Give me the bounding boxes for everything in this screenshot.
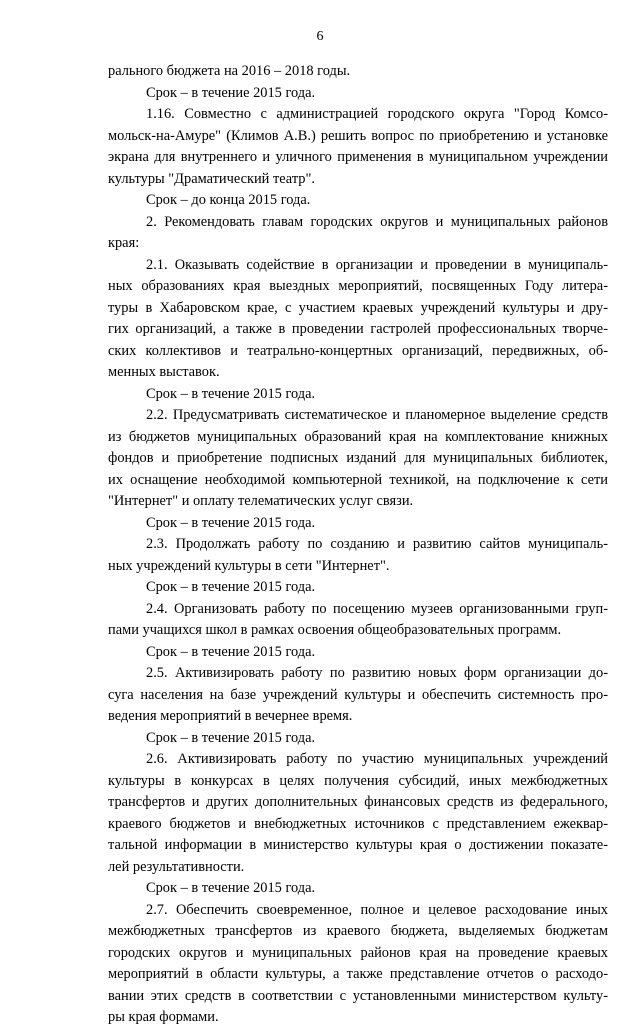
text-line: "Интернет" и оплату телематических услуг связи.	[108, 493, 414, 509]
document-body	[108, 61, 608, 1029]
text-line: пами учащихся школ в рамках освоения общеобразовательных программ.	[108, 622, 562, 638]
text-line: 2.3. Продолжать работу по созданию и развитию сайтов муниципаль-	[146, 536, 608, 552]
text-line: туры в Хабаровском крае, с участием краевых учреждений культуры и дру-	[108, 299, 608, 316]
text-line: Срок – в течение 2015 года.	[146, 514, 316, 531]
text-line: 2.6. Активизировать работу по участию муниципальных учреждений	[146, 751, 608, 767]
text-line: ных учреждений культуры в сети "Интернет".	[108, 557, 390, 574]
text-line: ведения мероприятий в вечернее время.	[108, 708, 353, 724]
text-line: трансфертов и других дополнительных финансовых средств из федерального,	[108, 794, 608, 810]
text-line: фондов и приобретение подписных изданий для муниципальных библиотек,	[108, 450, 608, 466]
text-line: 2.4. Организовать работу по посещению музеев организованными груп-	[146, 600, 608, 617]
text-line: рального бюджета на 2016 – 2018 годы.	[108, 63, 351, 79]
page-number: 6	[316, 29, 324, 44]
text-line: ры края формами.	[108, 1009, 219, 1025]
text-line: Срок – в течение 2015 года.	[146, 729, 316, 746]
text-line: городских округов и муниципальных районов края на проведение краевых	[108, 944, 608, 961]
text-line: ских коллективов и театрально-концертных организаций, передвижных, об-	[108, 342, 608, 359]
text-line: культуры "Драматический театр".	[108, 170, 315, 187]
text-line: экрана для внутреннего и уличного применения в муниципальном учреждении	[108, 149, 608, 165]
text-line: края:	[108, 235, 140, 251]
text-line: 2.5. Активизировать работу по развитию новых форм организации до-	[146, 665, 608, 681]
text-line: вании этих средств в соответствии с установленными министерством культу-	[108, 987, 608, 1004]
text-line: 1.16. Совместно с администрацией городского округа "Город Комсо-	[146, 106, 608, 122]
text-line: краевого бюджетов и внебюджетных источников с представлением ежеквар-	[108, 815, 608, 832]
text-line: тальной информации в министерство культуры края о достижении показате-	[108, 837, 608, 853]
text-line: 2.1. Оказывать содействие в организации и проведении в муниципаль-	[146, 256, 608, 273]
text-line: 2.2. Предусматривать систематическое и планомерное выделение средств	[146, 407, 608, 423]
text-line: Срок – в течение 2015 года.	[146, 385, 316, 402]
text-line: Срок – до конца 2015 года.	[146, 192, 311, 208]
text-line: гих организаций, а также в проведении гастролей профессиональных творче-	[108, 321, 608, 337]
text-line: Срок – в течение 2015 года.	[146, 579, 316, 595]
text-line: Срок – в течение 2015 года.	[146, 880, 316, 896]
text-line: культуры в конкурсах в целях получения субсидий, иных межбюджетных	[108, 772, 608, 789]
text-line: межбюджетных трансфертов из краевого бюджета, выделяемых бюджетам	[108, 923, 608, 939]
text-line: Срок – в течение 2015 года.	[146, 643, 316, 660]
text-line: менных выставок.	[108, 364, 220, 380]
text-line: 2.7. Обеспечить своевременное, полное и целевое расходование иных	[146, 901, 608, 918]
text-line: Срок – в течение 2015 года.	[146, 84, 316, 101]
text-line: мероприятий в области культуры, а также представление отчетов о расходо-	[108, 966, 608, 982]
text-line: ных образованиях края выездных мероприятий, посвященных Году литера-	[108, 278, 608, 294]
text-line: суга населения на базе учреждений культуры и обеспечить системность про-	[108, 686, 608, 703]
text-line: 2. Рекомендовать главам городских округов и муниципальных районов	[146, 213, 608, 230]
text-line: их оснащение необходимой компьютерной техникой, на подключение к сети	[108, 471, 608, 488]
text-line: мольск-на-Амуре" (Климов А.В.) решить вопрос по приобретению и установке	[108, 127, 608, 144]
text-line: лей результативности.	[108, 858, 245, 875]
text-line: из бюджетов муниципальных образований края на комплектование книжных	[108, 428, 608, 445]
